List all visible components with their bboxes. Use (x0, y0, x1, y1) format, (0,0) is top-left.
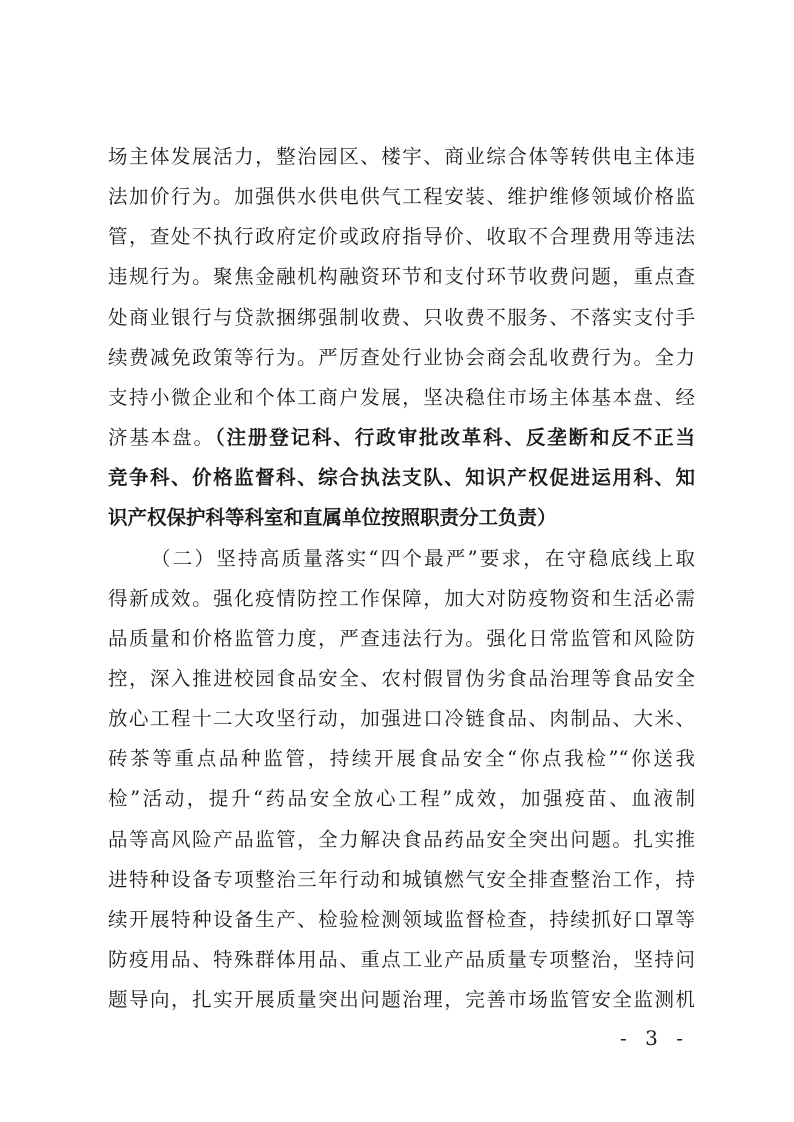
text-line (108, 784, 695, 814)
bold-responsibility-note: 识产权保护科等科室和直属单位按照职责分工负责） (108, 506, 557, 530)
text-line (108, 624, 695, 654)
page-number: - 3 - (620, 1026, 689, 1050)
text-run: 题导向，扎实开展质量突出问题治理，完善市场监管安全监测机 (108, 988, 695, 1012)
text-line (108, 182, 695, 212)
text-line (108, 383, 695, 413)
text-run: 续费减免政策等行为。严厉查处行业协会商会乱收费行为。全力 (108, 345, 695, 369)
text-line (108, 262, 695, 292)
text-run: 控，深入推进校园食品安全、农村假冒伪劣食品治理等食品安全 (108, 666, 695, 690)
text-run: 管，查处不执行政府定价或政府指导价、收取不合理费用等违法 (108, 225, 695, 249)
text-run: 品质量和价格监管力度，严查违法行为。强化日常监管和风险防 (108, 626, 695, 650)
text-run: 防疫用品、特殊群体用品、重点工业产品质量专项整治，坚持问 (108, 948, 695, 971)
text-line (108, 825, 695, 855)
text-run: 违规行为。聚焦金融机构融资环节和支付环节收费问题，重点查 (108, 265, 695, 289)
text-line (108, 142, 695, 172)
text-run: 支持小微企业和个体工商户发展，坚决稳住市场主体基本盘、经 (108, 385, 695, 409)
text-run: 砖茶等重点品种监管，持续开展食品安全“你点我检”“你送我 (108, 747, 695, 771)
bold-responsibility-note: （注册登记科、行政审批改革科、反垄断和反不正当 (214, 426, 695, 450)
text-line (108, 744, 695, 774)
text-line (108, 945, 695, 975)
text-line (108, 865, 695, 895)
text-run: 济基本盘。 (108, 426, 215, 450)
text-line (108, 584, 695, 614)
text-line (108, 222, 695, 252)
text-line (108, 343, 695, 373)
text-run: （二）坚持高质量落实“四个最严”要求，在守稳底线上取 (151, 546, 695, 570)
text-run: 续开展特种设备生产、检验检测领域监督检查，持续抓好口罩等 (108, 907, 695, 931)
text-line (108, 985, 695, 1015)
text-run: 品等高风险产品监管，全力解决食品药品安全突出问题。扎实推 (108, 827, 695, 851)
text-run: 法加价行为。加强供水供电供气工程安装、维护维修领域价格监 (108, 185, 695, 209)
text-line (108, 423, 695, 453)
text-run: 场主体发展活力，整治园区、楼宇、商业综合体等转供电主体违 (108, 145, 695, 168)
text-line (108, 463, 695, 493)
text-line (108, 303, 695, 333)
text-line (108, 704, 695, 734)
bold-responsibility-note: 竞争科、价格监督科、综合执法支队、知识产权促进运用科、知 (108, 466, 695, 490)
text-run: 放心工程十二大攻坚行动，加强进口冷链食品、肉制品、大米、 (108, 707, 695, 731)
text-line (108, 664, 695, 694)
text-line (108, 503, 695, 533)
text-run: 检”活动，提升“药品安全放心工程”成效，加强疫苗、血液制 (108, 787, 695, 811)
text-line (151, 544, 695, 574)
text-run: 进特种设备专项整治三年行动和城镇燃气安全排查整治工作，持 (108, 867, 695, 891)
text-run: 处商业银行与贷款捆绑强制收费、只收费不服务、不落实支付手 (108, 305, 695, 329)
text-run: 得新成效。强化疫情防控工作保障，加大对防疫物资和生活必需 (108, 586, 695, 610)
text-line (108, 905, 695, 935)
